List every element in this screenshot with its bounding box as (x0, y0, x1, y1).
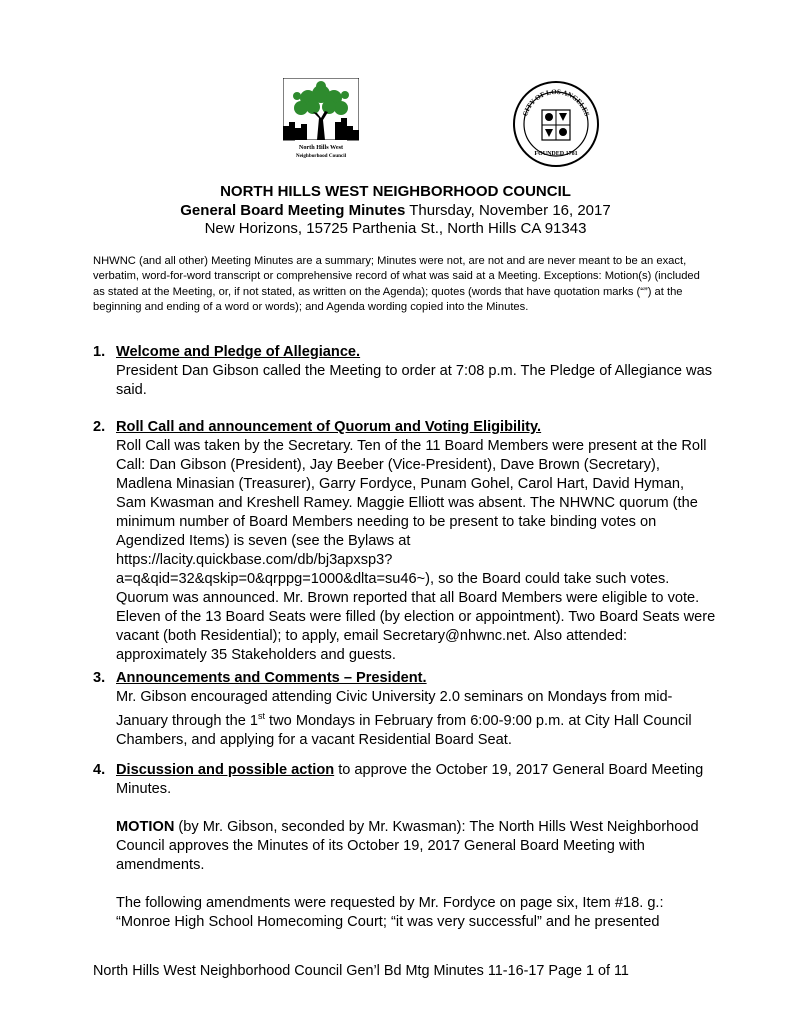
meeting-title: General Board Meeting Minutes Thursday, November 16, 2017 (180, 202, 611, 219)
motion-text: MOTION (by Mr. Gibson, seconded by Mr. Kwasman): The North Hills West Neighborhood Council approves the Minutes of its October 19, 2017 General Board Meeting with amendments. (116, 819, 699, 873)
disclaimer-text: NHWNC (and all other) Meeting Minutes are a summary; Minutes were not, are not and are never meant to be an exact, verbatim, word-for-word transcript or comprehensive record of what was said at a Meeting. Exceptions: Motion(s) (included as stated at the Meeting, or, if not stated, as written on the Agenda); quotes (words that have quotation marks (“”) at the beginning and ending of a word or words); and Agenda wording copied into the Minutes. (93, 255, 700, 314)
item-title: Roll Call and announcement of Quorum and Voting Eligibility. (116, 419, 542, 435)
bylaws-url: https://lacity.quickbase.com/db/bj3apxsp3? (116, 552, 393, 568)
page-footer: North Hills West Neighborhood Council Gen’l Bd Mtg Minutes 11-16-17 Page 1 of 11 (93, 963, 629, 979)
svg-text:FOUNDED 1781: FOUNDED 1781 (534, 151, 578, 157)
city-seal-logo (512, 80, 600, 168)
item-body: President Dan Gibson called the Meeting to order at 7:08 p.m. The Pledge of Allegiance was said. (116, 363, 712, 398)
item-title: Welcome and Pledge of Allegiance. (116, 344, 361, 360)
item-body: Roll Call was taken by the Secretary. Ten of the 11 Board Members were present at the Roll Call: Dan Gibson (President), Jay Beeber (Vice-President), Dave Brown (Secretary), Madlena Minasian (Treasurer), Garry Fordyce, Punam Gohel, Carol Hart, David Hyman, Sam Kwasman and Kreshell Ramey. Maggie Elliott was absent. The NHWNC quorum (the minimum number of Board Members needing to be present to take binding votes on Agendized Items) is seven (see the Bylaws at https://lacity.quickbase.com/db/bj3apxsp3? a=q&qid=32&qskip=0&qrppg=1000&dlta=su46~), so the Board could take such votes. Quorum was announced. Mr. Brown reported that all Board Members were eligible to vote. Eleven of the 13 Board Seats were filled (by election or appointment). Two Board Seats were vacant (both Residential); to apply, email Secretary@nhwnc.net. Also attended: approximately 35 Stakeholders and guests. (116, 437, 718, 665)
agenda-item-2: 2. Roll Call and announcement of Quorum and Voting Eligibility. Roll Call was taken by the Secretary. Ten of the 11 Board Members were present at the Roll Call: Dan Gibson (President), Jay Beeber (Vice-President), Dave Brown (Secretary), Madlena Minasian (Treasurer), Garry Fordyce, Punam Gohel, Carol Hart, David Hyman, Sam Kwasman and Kreshell Ramey. Maggie Elliott was absent. The NHWNC quorum (the minimum number of Board Members needing to be present to take binding votes on Agendized Items) is seven (see the Bylaws at https://lacity.quickbase.com/db/bj3apxsp3? a=q&qid=32&qskip=0&qrppg=1000&dlta=su46~), so the Board could take such votes. Quorum was announced. Mr. Brown reported that all Board Members were eligible to vote. Eleven of the 13 Board Seats were filled (by election or appointment). Two Board Seats were vacant (both Residential); to apply, email Secretary@nhwnc.net. Also attended: approximately 35 Stakeholders and guests. (93, 418, 718, 665)
amendments-text: The following amendments were requested by Mr. Fordyce on page six, Item #18. g.: “Monroe High School Homecoming Court; “it was very successful” and he presented (116, 895, 664, 930)
meeting-location: New Horizons, 15725 Parthenia St., North Hills CA 91343 (204, 220, 587, 237)
item-body: Discussion and possible action to approve the October 19, 2017 General Board Meeting Minutes. (116, 762, 704, 797)
svg-text:North Hills West: North Hills West (298, 144, 344, 151)
agenda-item-3: 3. Announcements and Comments – President. Mr. Gibson encouraged attending Civic University 2.0 seminars on Mondays from mid-January through the 1st two Mondays in February from 6:00-9:00 p.m. at City Hall Council Chambers, and applying for a vacant Residential Board Seat. (93, 669, 718, 750)
item-body: Mr. Gibson encouraged attending Civic University 2.0 seminars on Mondays from mid-January through the 1st two Mondays in February from 6:00-9:00 p.m. at City Hall Council Chambers, and applying for a vacant Residential Board Seat. (116, 689, 692, 748)
svg-text:CITY OF LOS ANGELES: CITY OF LOS ANGELES (521, 87, 591, 118)
item-title: Announcements and Comments – President. (116, 670, 427, 686)
svg-text:Neighborhood Council: Neighborhood Council (295, 153, 347, 159)
nhwnc-logo (283, 78, 359, 160)
agenda-item-1: 1. Welcome and Pledge of Allegiance. President Dan Gibson called the Meeting to order at 7:08 p.m. The Pledge of Allegiance was said. (93, 343, 718, 400)
agenda-item-4: 4. Discussion and possible action to approve the October 19, 2017 General Board Meeting Minutes. MOTION (by Mr. Gibson, seconded by Mr. Kwasman): The North Hills West Neighborhood Council approves the Minutes of its October 19, 2017 General Board Meeting with amendments. The following amendments were requested by Mr. Fordyce on page six, Item #18. g.: “Monroe High School Homecoming Court; “it was very successful” and he presented (93, 761, 718, 932)
item-title: Discussion and possible action (116, 762, 335, 778)
org-title: NORTH HILLS WEST NEIGHBORHOOD COUNCIL (220, 183, 571, 200)
